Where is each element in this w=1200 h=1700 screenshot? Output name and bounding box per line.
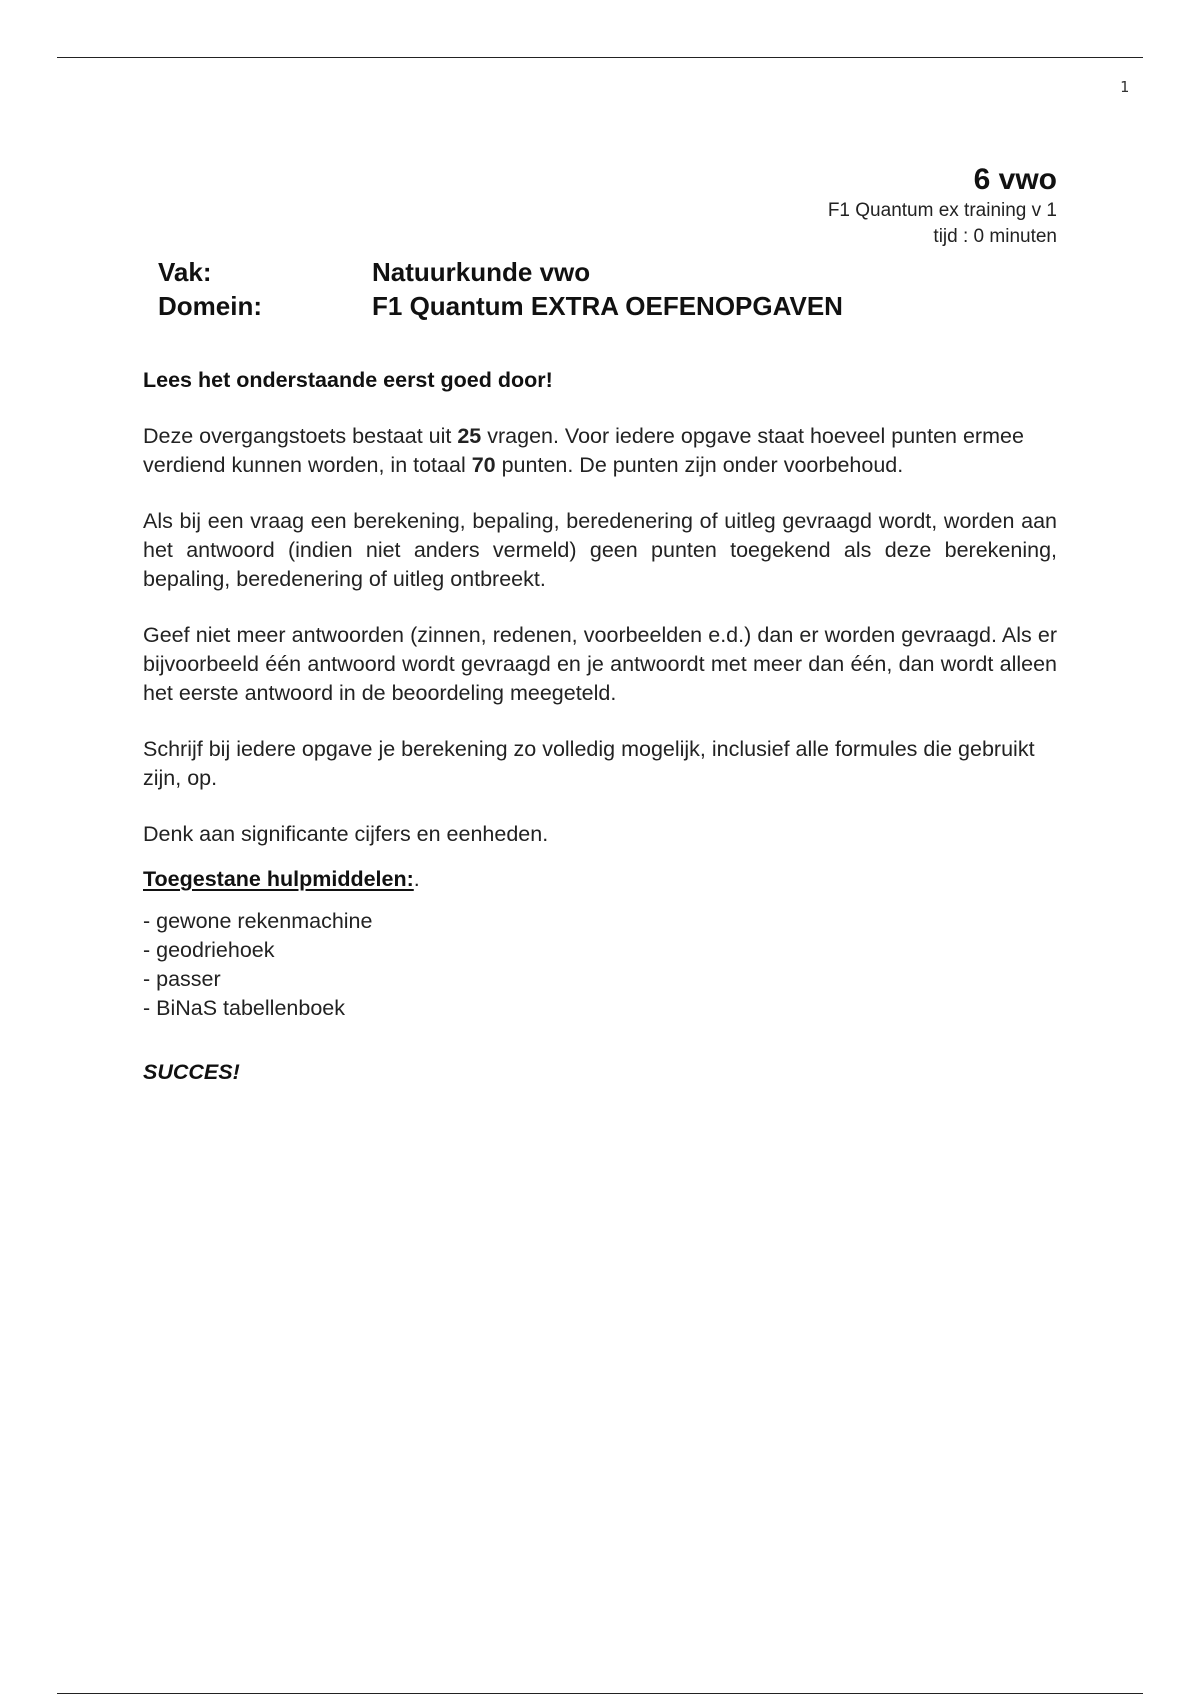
tools-item: - geodriehoek xyxy=(143,938,275,962)
domein-row xyxy=(158,289,843,323)
tools-heading-suffix: . xyxy=(413,867,420,891)
closing-text: SUCCES! xyxy=(143,1060,240,1084)
instructions-heading: Lees het onderstaande eerst goed door! xyxy=(143,368,553,392)
instruction-paragraph-significant: Denk aan significante cijfers en eenheden. xyxy=(143,822,549,846)
p1-text-1: Deze overgangstoets bestaat uit xyxy=(143,424,458,448)
page-number: 1 xyxy=(1119,78,1129,96)
question-count: 25 xyxy=(457,424,482,448)
tools-list xyxy=(143,907,1057,1023)
test-name: F1 Quantum ex training v 1 xyxy=(827,200,1057,221)
vak-label: Vak: xyxy=(158,257,212,287)
test-time: tijd : 0 minuten xyxy=(933,226,1057,247)
tools-item: - gewone rekenmachine xyxy=(143,909,373,933)
tools-heading-text: Toegestane hulpmiddelen: xyxy=(143,867,414,891)
bottom-rule xyxy=(57,1693,1143,1694)
vak-value: Natuurkunde vwo xyxy=(372,257,591,287)
top-rule xyxy=(57,57,1143,58)
domein-value: F1 Quantum EXTRA OEFENOPGAVEN xyxy=(372,291,843,321)
tools-item: - passer xyxy=(143,967,221,991)
tools-item: - BiNaS tabellenboek xyxy=(143,996,345,1020)
grade-title: 6 vwo xyxy=(973,163,1057,196)
instructions-body xyxy=(143,366,1057,1087)
p1-text-3: punten. De punten zijn onder voorbehoud. xyxy=(495,453,904,477)
subject-table xyxy=(158,255,843,323)
instruction-paragraph-formulas: Schrijf bij iedere opgave je berekening zo volledig mogelijk, inclusief alle formules die gebruikt zijn, op. xyxy=(143,737,1035,790)
instruction-paragraph-answers: Geef niet meer antwoorden (zinnen, redenen, voorbeelden e.d.) dan er worden gevraagd. Als er bijvoorbeeld één antwoord wordt gevraagd en je antwoordt met meer dan één, dan wordt alleen het eerste antwoord in de beoordeling meegeteld. xyxy=(143,623,1057,705)
domein-label: Domein: xyxy=(158,291,262,321)
instruction-paragraph-calculation: Als bij een vraag een berekening, bepaling, beredenering of uitleg gevraagd wordt, worden aan het antwoord (indien niet anders vermeld) geen punten toegekend als deze berekening, bepaling, beredenering of uitleg ontbreekt. xyxy=(143,509,1057,591)
document-header xyxy=(828,162,1057,250)
instruction-paragraph-questions xyxy=(143,422,1057,480)
points-total: 70 xyxy=(471,453,496,477)
vak-row xyxy=(158,255,843,289)
tools-heading xyxy=(143,865,1057,894)
p1-text-2: vragen. Voor iedere opgave staat hoeveel punten ermee verdiend kunnen worden, in totaal xyxy=(143,424,1024,477)
